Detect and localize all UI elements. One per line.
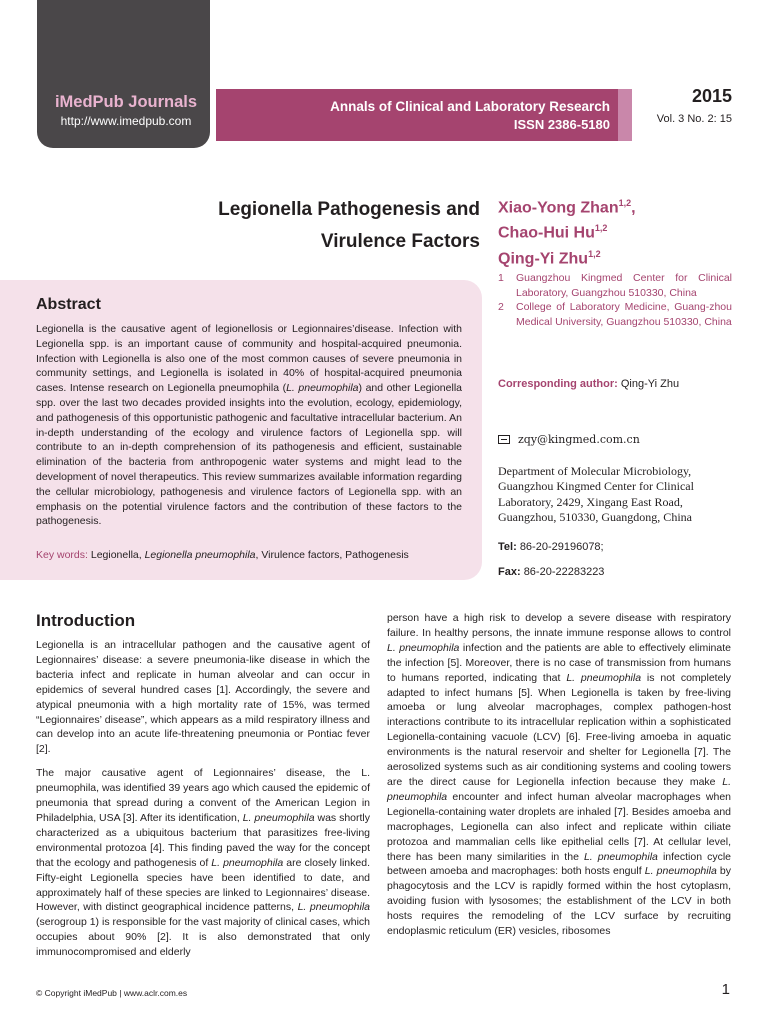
title-line-1: Legionella Pathogenesis and <box>218 199 480 220</box>
footer-copyright: © Copyright iMedPub | www.aclr.com.es <box>36 988 188 998</box>
article-title <box>180 194 480 258</box>
abstract-body: Legionella is the causative agent of legionellosis or Legionnaires’disease. Infection with Legionella spp. is an important cause of community and hospital-acquired pneumonia. Infection with Legionella is also one of the most common causes of severe pneumonia in community settings, and Legionella is isolated in 40% of hospital-acquired pneumonia cases. Intense research on Legionella pneumophila (L. pneumophila) and other Legionella spp. over the last two decades provided insights into the evolution, ecology, epidemiology, and pathogenesis of this opportunistic pathogenic and facultative intracellular bacterium. An in-depth understanding of the ecology and virulence factors of Legionella spp. will contribute to an in-depth comprehension of its pathogenesis and efficient, sustainable elimination of the bacteria from anthropogenic water systems and might lead to the development of novel therapeutics. This review summarizes available information regarding the cellular microbiology, pathogenesis and virulence factors of Legionella spp. with an emphasis on the potential virulence factors and the contribution of these factors to the pathogenesis. <box>36 323 462 528</box>
corresponding-author-name: Qing-Yi Zhu <box>620 378 680 390</box>
publisher-tab <box>37 0 210 148</box>
author: Xiao-Yong Zhan$^{1,2}$, <box>498 198 636 217</box>
title-line-2: Virulence Factors <box>320 231 480 252</box>
keywords-label: Key words: <box>36 549 88 561</box>
author: Chao-Hui Hu$^{1,2}$ <box>498 223 608 242</box>
keywords: Key words: Legionella, Legionella pneumophila, Virulence factors, Pathogenesis <box>36 549 409 561</box>
affiliation-list <box>498 271 732 329</box>
publisher-url[interactable]: http://www.imedpub.com <box>60 114 192 128</box>
body-column-left <box>36 638 370 969</box>
email-line <box>498 433 640 446</box>
page-number: 1 <box>721 981 730 998</box>
email-address[interactable]: zqy@kingmed.com.cn <box>518 433 640 446</box>
affiliation: 1 Guangzhou Kingmed Center for Clinical Laboratory, Guangzhou 510330, China <box>498 272 732 299</box>
publication-year: 2015 <box>691 86 732 106</box>
abstract-heading: Abstract <box>36 296 101 313</box>
publisher-name: iMedPub Journals <box>54 93 198 111</box>
paragraph: person have a high risk to develop a severe disease with respiratory failure. In healthy persons, the innate immune response allows to control L. pneumophila infection and the patients are able to effectively eliminate the infection [5]. Moreover, there is no case of transmission from humans to humans reported, indicating that L. pneumophila is not completely adapted to infect humans [5]. When Legionella is taken by free-living amoeba or lung alveolar macrophages, complex pathogen-host interactions contribute to its intracellular replication within a sophisticated Legionella-containing vacuole (LCV) [6]. Free-living amoeba in aquatic environments is the natural reservoir and shelter for Legionella [7]. The aerosolized systems such as air conditioning systems and cooling towers are the direct cause for Legionella infection because they make L. pneumophila encounter and infect human alveolar macrophages when Legionella-containing water droplets are inhaled [7]. Besides amoeba and macrophages, Legionella can also infect and replicate within ciliate protozoa and mammalian cells like epithelial cells [7]. At cellular level, there has been many similarities in the L. pneumophila infection cycle between amoeba and macrophages: both hosts engulf L. pneumophila by phagocytosis and the LCV is rapidly formed within the host cytoplasm, avoiding fusion with lysosomes; the establishment of the LCV in both hosts requires the remodeling of the LCV surface by recruiting endoplasmic reticulum (ER) vesicles, ribosomes <box>387 612 732 938</box>
body-column-right <box>387 611 731 948</box>
affiliation: 2 College of Laboratory Medicine, Guang-zhou Medical University, Guangzhou 510330, China <box>498 301 732 328</box>
postal-address: Department of Molecular Microbiology, Guangzhou Kingmed Center for Clinical Laboratory, 2429, Xingang East Road, Guangzhou, 510330, Guangdong, China <box>498 464 694 524</box>
introduction-heading: Introduction <box>36 611 136 630</box>
journal-name: Annals of Clinical and Laboratory Research <box>330 99 610 114</box>
volume-issue: Vol. 3 No. 2: 15 <box>656 113 732 125</box>
corresponding-author <box>498 378 679 390</box>
paragraph: The major causative agent of Legionnaires’ disease, the L. pneumophila, was identified 39 years ago which caused the epidemic of pneumonia that spread during a convent of the American Legion in Philadelphia, USA [3]. After its identification, L. pneumophila was shortly characterized as a ubiquitous bacterium that parasitizes free-living environmental protozoa [4]. This finding paved the way for the concept that the ecology and pathogenesis of L. pneumophila are closely linked. Fifty-eight Legionella species have been identified to date, and approximately half of these species are linked to Legionnaires’ disease. However, with distinct geographical incidence patterns, L. pneumophila (serogroup 1) is responsible for the vast majority of clinical cases, which occupies about 90% [2]. It is also demonstrated that only immunocompromised and elderly <box>36 767 371 959</box>
envelope-icon <box>498 435 510 444</box>
corresponding-author-label: Corresponding author: <box>498 378 618 390</box>
journal-issn: ISSN 2386-5180 <box>513 117 610 132</box>
paragraph: Legionella is an intracellular pathogen and the causative agent of Legionnaires’ disease: a severe pneumonia-like disease in which the bacteria infect and replicate in human alveolar and can occur in epidemics of several hundred cases [1]. Accordingly, the severe and atypical pneumonia with a high mortality rate of 15%, was termed “Legionnaires’ disease”, which appears as a mild respiratory illness and can develop into an acute life-threatening pneumonia or Pontiac fever [2]. <box>36 639 370 756</box>
telephone: Tel: 86-20-29196078; <box>498 541 604 553</box>
author: Qing-Yi Zhu$^{1,2}$ <box>498 248 601 267</box>
fax: Fax: 86-20-22283223 <box>498 566 605 578</box>
journal-banner <box>216 89 632 141</box>
author-list <box>498 193 738 269</box>
